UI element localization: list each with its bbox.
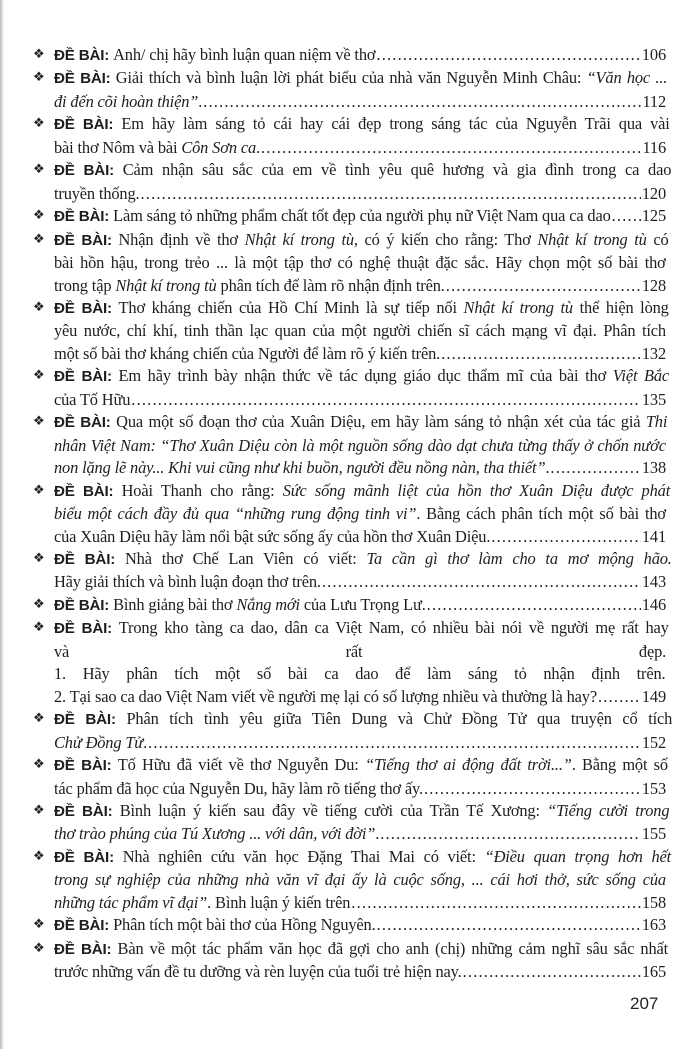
text-segment: của Xuân Diệu hãy làm nổi bật sức sống ấy của hồn thơ Xuân Diệu.	[54, 526, 491, 546]
diamond-bullet-icon: ❖	[33, 208, 45, 224]
toc-entry	[33, 480, 671, 548]
toc-entry	[33, 205, 666, 228]
italic-text: Sức sống mãnh liệt của hồn thơ Xuân Diệu được phát	[282, 480, 671, 500]
dot-leader	[148, 732, 641, 754]
italic-text: Nắng mới	[236, 594, 300, 614]
toc-entry	[33, 594, 666, 617]
toc-entry-line	[54, 869, 666, 891]
toc-entry	[33, 411, 666, 479]
text-segment: Thơ kháng chiến của Hồ Chí Minh là sự tiếp nối	[118, 297, 464, 317]
diamond-bullet-icon: ❖	[33, 620, 45, 636]
toc-entry-text	[54, 205, 611, 228]
toc-page-number: 152	[641, 732, 666, 752]
toc-entry-line	[54, 641, 666, 663]
text-segment: Cảm nhận sâu sắc của em về tình yêu quê hương và gia đình trong ca dao	[122, 160, 672, 180]
toc-entry-line	[54, 548, 672, 571]
dot-leader	[550, 457, 640, 479]
toc-entry-line	[54, 411, 666, 434]
toc-page-number: 132	[641, 343, 666, 363]
entry-label: ĐỀ BÀI:	[54, 711, 116, 729]
text-segment: Anh/ chị hãy bình luận quan niệm về thơ	[113, 45, 376, 64]
text-segment: bài hồn hậu, trong trẻo ... là một tập thơ có nghệ thuật đặc sắc. Hãy chọn một số bài thơ	[54, 253, 666, 273]
toc-entry	[33, 548, 672, 594]
italic-text: thơ trào phúng của Tú Xương ... với dân, với đời”	[54, 824, 376, 844]
toc-entry-text	[54, 754, 668, 777]
text-segment: Nhà nghiên cứu văn học Đặng Thai Mai có viết:	[122, 846, 485, 866]
italic-text: Côn Sơn ca	[181, 137, 256, 157]
toc-entry	[33, 754, 666, 800]
diamond-bullet-icon: ❖	[33, 47, 45, 62]
toc-entry-line	[54, 708, 673, 731]
toc-entry-text	[54, 435, 666, 457]
toc-entry-text	[54, 44, 375, 67]
toc-entry-last-line	[54, 44, 666, 67]
toc-entry	[33, 159, 672, 205]
diamond-bullet-icon: ❖	[33, 848, 45, 864]
toc-entry-text	[54, 961, 462, 983]
text-segment: Hãy giải thích và bình luận đoạn thơ trên.	[54, 572, 321, 592]
dot-leader	[322, 571, 641, 593]
toc-entry-text	[54, 252, 666, 274]
toc-entry-last-line	[54, 526, 666, 548]
toc-entry-line	[54, 503, 666, 525]
toc-entry-last-line	[54, 91, 666, 113]
toc-entry	[33, 846, 672, 914]
text-segment: Tố Hữu đã viết về thơ Nguyễn Du:	[117, 755, 365, 775]
toc-entry-text	[54, 365, 669, 388]
dot-leader	[598, 686, 641, 708]
entry-label: ĐỀ BÀI:	[54, 482, 114, 500]
dot-leader	[377, 914, 641, 936]
toc-entry-line	[54, 617, 669, 640]
toc-entry-last-line	[54, 823, 666, 845]
diamond-bullet-icon: ❖	[33, 711, 45, 727]
toc-entry-text	[54, 594, 426, 617]
toc-entry-last-line	[54, 183, 666, 205]
dot-leader	[424, 778, 641, 800]
toc-entry-text	[54, 778, 423, 800]
italic-text: biểu một cách đầy đủ qua “những rung động tinh vi”	[54, 504, 417, 524]
italic-text: đi đến cõi hoàn thiện”	[54, 91, 199, 111]
text-segment: Phân tích tình yêu giữa Tiên Dung và Chử Đồng Tử qua truyện cổ tích	[126, 709, 673, 729]
toc-page-number: 128	[641, 275, 666, 295]
dot-leader	[376, 44, 640, 66]
toc-entry	[33, 365, 670, 411]
toc-entry-text	[54, 159, 671, 182]
text-segment: .	[375, 824, 380, 844]
entry-label: ĐỀ BÀI:	[54, 757, 112, 775]
toc-entry-last-line	[54, 457, 666, 479]
text-segment: có	[646, 229, 669, 249]
toc-entry-text	[54, 617, 669, 640]
text-segment: tác phẩm đã học của Nguyễn Du, hãy làm rõ tiếng thơ ấy.	[54, 778, 423, 798]
text-segment: của Tố Hữu	[54, 389, 131, 409]
toc-entry-text	[54, 823, 379, 845]
diamond-bullet-icon: ❖	[33, 299, 45, 315]
italic-text: “Tiếng cười trong	[547, 800, 670, 820]
toc-entry	[33, 617, 669, 708]
toc-entry-last-line	[54, 961, 666, 983]
toc-page-number: 112	[642, 91, 666, 111]
italic-text: những tác phẩm vĩ đại”	[54, 892, 208, 912]
toc-entry-text	[54, 869, 666, 891]
text-segment: Em hãy trình bày nhận thức về tác dụng giáo dục thẩm mĩ của bài thơ	[118, 366, 613, 386]
toc-entry-text	[54, 503, 666, 525]
toc-entry-text	[54, 91, 202, 113]
toc-entry-line	[54, 435, 666, 457]
toc-entry-last-line	[54, 778, 666, 800]
toc-entry-line	[54, 159, 672, 182]
toc-entry-last-line	[54, 686, 666, 708]
diamond-bullet-icon: ❖	[33, 162, 45, 178]
toc-entry-text	[54, 183, 139, 205]
italic-text: “Văn học ...	[586, 68, 668, 88]
toc-entry-text	[54, 663, 666, 685]
toc-entry-text	[54, 800, 669, 823]
toc-entry-text	[54, 732, 147, 754]
toc-entry-text	[54, 67, 667, 90]
toc-entry-text	[54, 113, 670, 136]
entry-label: ĐỀ BÀI:	[54, 231, 112, 249]
toc-entry-text	[54, 892, 350, 914]
dot-leader	[441, 343, 641, 365]
toc-entry	[33, 708, 673, 754]
toc-entry-line	[54, 67, 666, 90]
toc-page-number: 143	[641, 572, 666, 592]
toc-entry-line	[54, 800, 670, 823]
toc-entry-last-line	[54, 275, 666, 297]
table-of-contents	[33, 44, 673, 984]
toc-page-number: 125	[641, 206, 666, 226]
entry-label: ĐỀ BÀI:	[54, 70, 111, 88]
dot-leader	[491, 526, 641, 548]
text-segment: thể hiện lòng	[572, 297, 669, 317]
toc-entry	[33, 113, 670, 159]
italic-text: Thi	[645, 412, 668, 432]
toc-entry-last-line	[54, 137, 666, 159]
italic-text: non lặng lẽ này... Khi vui cũng như khi buồn, người đều nồng nàn, tha thiết”	[54, 458, 546, 478]
toc-entry-line	[54, 252, 666, 274]
toc-entry-text	[54, 571, 321, 593]
diamond-bullet-icon: ❖	[33, 917, 45, 933]
diamond-bullet-icon: ❖	[33, 482, 45, 498]
text-segment: phân tích để làm rõ nhận định trên.	[216, 275, 445, 295]
toc-entry-text	[54, 708, 672, 731]
toc-entry-text	[54, 914, 376, 937]
diamond-bullet-icon: ❖	[33, 231, 45, 247]
entry-label: ĐỀ BÀI:	[54, 116, 114, 134]
dot-leader	[203, 91, 641, 113]
italic-text: Nhật kí trong tù	[537, 229, 647, 249]
toc-page-number: 153	[641, 778, 666, 798]
entry-label: ĐỀ BÀI:	[54, 917, 110, 935]
toc-page-number: 120	[641, 183, 666, 203]
entry-label: ĐỀ BÀI:	[54, 162, 114, 180]
entry-label: ĐỀ BÀI:	[54, 620, 112, 638]
text-segment: .	[256, 137, 260, 157]
diamond-bullet-icon: ❖	[33, 368, 45, 384]
italic-text: Việt Bắc	[612, 366, 670, 386]
italic-text: trong sự nghiệp của những nhà văn vĩ đại ấy là cuộc sống, ... cái hơi thở, sức sống của	[54, 870, 666, 890]
toc-entry	[33, 67, 666, 113]
entry-label: ĐỀ BÀI:	[54, 47, 110, 64]
toc-entry	[33, 44, 666, 67]
toc-page-number: 155	[641, 824, 666, 844]
toc-entry-line	[54, 113, 670, 136]
text-segment: . Bằng cách phân tích một số bài thơ	[416, 504, 666, 524]
text-segment: Trong kho tàng ca dao, dân ca Việt Nam, có nhiều bài nói về người mẹ rất hay	[118, 618, 669, 638]
text-segment: . Bằng một số	[571, 755, 668, 775]
text-segment: trong tập	[54, 275, 116, 295]
diamond-bullet-icon: ❖	[33, 70, 45, 86]
toc-entry-line	[54, 663, 666, 685]
text-segment: . Bình luận ý kiến trên	[207, 892, 351, 912]
entry-label: ĐỀ BÀI:	[54, 299, 112, 317]
text-segment: Hoài Thanh cho rằng:	[121, 480, 283, 500]
toc-page-number: 146	[641, 594, 666, 614]
italic-text: Nhật kí trong tù	[115, 275, 217, 295]
toc-entry-last-line	[54, 389, 666, 411]
diamond-bullet-icon: ❖	[33, 940, 45, 956]
toc-entry-last-line	[54, 892, 666, 914]
toc-entry-text	[54, 548, 672, 571]
toc-entry	[33, 800, 670, 846]
text-segment: bài thơ Nôm và bài	[54, 137, 182, 157]
text-segment: Phân tích một bài thơ của Hồng Nguyên.	[113, 915, 376, 935]
toc-entry-last-line	[54, 732, 666, 754]
toc-entry-text	[54, 137, 260, 159]
text-segment: Làm sáng tỏ những phẩm chất tốt đẹp của người phụ nữ Việt Nam qua ca dao	[113, 206, 611, 226]
toc-entry-last-line	[54, 914, 666, 937]
toc-entry-text	[54, 320, 666, 342]
toc-entry-text	[54, 938, 668, 961]
text-segment: .	[198, 91, 203, 111]
page-edge-shadow	[0, 0, 4, 1049]
diamond-bullet-icon: ❖	[33, 116, 45, 132]
entry-label: ĐỀ BÀI:	[54, 550, 116, 568]
toc-entry-text	[54, 686, 597, 708]
text-segment: , có ý kiến cho rằng: Thơ	[353, 229, 538, 249]
toc-entry-line	[54, 938, 669, 961]
entry-label: ĐỀ BÀI:	[54, 848, 114, 866]
text-segment: Em hãy làm sáng tỏ cái hay cái đẹp trong sáng tác của Nguyễn Trãi qua vài	[121, 114, 670, 134]
entry-label: ĐỀ BÀI:	[54, 940, 112, 958]
entry-label: ĐỀ BÀI:	[54, 368, 112, 386]
page-number: 207	[630, 994, 659, 1013]
text-segment: Bình luận ý kiến sau đây về tiếng cười của Trần Tế Xương:	[119, 800, 548, 820]
toc-page-number: 141	[641, 526, 666, 546]
toc-page-number: 158	[641, 892, 666, 912]
text-segment: của Lưu Trọng Lư.	[299, 594, 426, 614]
toc-entry-line	[54, 365, 670, 388]
text-segment: .	[143, 732, 148, 752]
toc-entry-line	[54, 229, 669, 252]
text-segment: yêu nước, chí khí, tinh thần lạc quan của một người chiến sĩ cách mạng vĩ đại. Phân tích	[54, 321, 666, 341]
diamond-bullet-icon: ❖	[33, 596, 45, 612]
text-segment: .	[545, 458, 550, 478]
diamond-bullet-icon: ❖	[33, 757, 45, 773]
dot-leader	[463, 961, 641, 983]
text-segment: truyền thống.	[54, 183, 140, 203]
toc-page-number: 165	[641, 962, 666, 982]
dot-leader	[351, 892, 641, 914]
toc-page-number: 135	[641, 389, 666, 409]
toc-entry	[33, 297, 669, 365]
dot-leader	[140, 183, 640, 205]
dot-leader	[446, 275, 641, 297]
entry-label: ĐỀ BÀI:	[54, 802, 113, 820]
italic-text: Nhật kí trong tù	[463, 297, 573, 317]
toc-page-number: 138	[641, 458, 666, 478]
toc-entry-text	[54, 343, 440, 365]
toc-entry-line	[54, 480, 671, 503]
text-segment: Nhận định về thơ	[118, 229, 245, 249]
italic-text: nhân Việt Nam: “Thơ Xuân Diệu còn là một nguồn sống dào dạt chưa từng thấy ở chốn nước	[54, 435, 666, 455]
diamond-bullet-icon: ❖	[33, 550, 45, 566]
dot-leader	[131, 389, 641, 411]
toc-page-number: 106	[641, 45, 666, 64]
toc-entry-text	[54, 229, 669, 252]
toc-page-number: 149	[641, 686, 666, 706]
text-segment: Bàn về một tác phẩm văn học đã gợi cho anh (chị) những cảm nghĩ sâu sắc nhất	[117, 938, 669, 958]
toc-page-number: 116	[642, 137, 666, 157]
toc-entry-text	[54, 389, 130, 411]
entry-label: ĐỀ BÀI:	[54, 208, 110, 226]
text-segment: 1. Hãy phân tích một số bài ca dao để làm sáng tỏ nhận định trên.	[54, 664, 666, 684]
toc-entry-line	[54, 846, 672, 869]
text-segment: Nhà thơ Chế Lan Viên có viết:	[124, 548, 367, 568]
dot-leader	[427, 594, 641, 616]
toc-entry-text	[54, 480, 670, 503]
toc-entry-text	[54, 846, 671, 869]
text-segment: Bình giảng bài thơ	[113, 594, 237, 614]
toc-entry	[33, 938, 669, 984]
text-segment: Qua một số đoạn thơ của Xuân Diệu, em hãy làm sáng tỏ nhận xét của tác giả	[116, 412, 646, 432]
toc-entry	[33, 229, 669, 297]
toc-entry-text	[54, 411, 667, 434]
toc-entry-text	[54, 297, 669, 320]
italic-text: “Tiếng thơ ai động đất trời...”	[365, 755, 572, 775]
dot-leader	[261, 137, 642, 159]
toc-entry-last-line	[54, 343, 666, 365]
entry-label: ĐỀ BÀI:	[54, 596, 110, 614]
toc-page-number: 163	[641, 915, 666, 935]
toc-entry-text	[54, 526, 490, 548]
text-segment: 2. Tại sao ca dao Việt Nam viết về người mẹ lại có số lượng nhiều và thường là hay?	[54, 686, 597, 706]
toc-entry-last-line	[54, 571, 666, 593]
toc-entry-text	[54, 457, 549, 479]
toc-entry-last-line	[54, 205, 666, 228]
diamond-bullet-icon: ❖	[33, 802, 45, 818]
italic-text: Chử Đồng Tử	[54, 732, 144, 752]
toc-entry-line	[54, 754, 666, 777]
italic-text: Ta cần gì thơ làm cho ta mơ mộng hão.	[366, 548, 672, 568]
italic-text: “Điều quan trọng hơn hết	[484, 846, 672, 866]
text-segment: một số bài thơ kháng chiến của Người để làm rõ ý kiến trên.	[54, 343, 441, 363]
toc-entry-last-line	[54, 594, 666, 617]
toc-entry	[33, 914, 666, 937]
dot-leader	[380, 823, 641, 845]
dot-leader	[612, 205, 641, 227]
toc-entry-text	[54, 275, 445, 297]
diamond-bullet-icon: ❖	[33, 414, 45, 430]
toc-entry-text	[54, 641, 666, 663]
text-segment: và rất đẹp.	[54, 641, 667, 661]
entry-label: ĐỀ BÀI:	[54, 414, 111, 432]
toc-entry-line	[54, 320, 666, 342]
italic-text: Nhật kí trong tù	[244, 229, 354, 249]
toc-entry-line	[54, 297, 669, 320]
text-segment: trước những vấn đề tu dưỡng và rèn luyện của tuổi trẻ hiện nay.	[54, 962, 462, 982]
text-segment: Giải thích và bình luận lời phát biểu của nhà văn Nguyễn Minh Châu:	[115, 68, 587, 88]
